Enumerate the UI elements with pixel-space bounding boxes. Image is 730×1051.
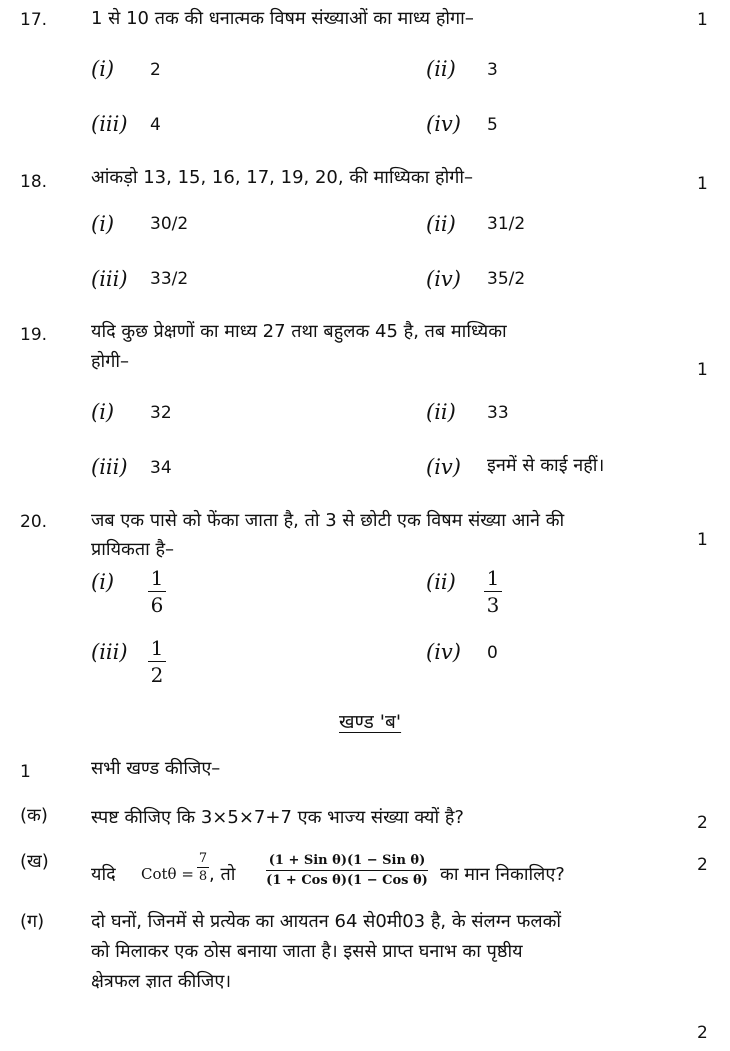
- numerator: 1: [486, 566, 500, 590]
- question-text: स्पष्ट कीजिए कि 3×5×7+7 एक भाज्य संख्या क्यों है?: [91, 807, 464, 828]
- question-number: 17.: [20, 10, 48, 30]
- option-label-i: (i): [91, 570, 115, 594]
- option-i: 2: [150, 60, 161, 80]
- question-text: 1 से 10 तक की धनात्मक विषम संख्याओं का माध्य होगा–: [91, 8, 474, 29]
- marks: 1: [697, 10, 708, 30]
- cot-theta: Cotθ =: [141, 865, 194, 883]
- marks: 1: [697, 174, 708, 194]
- question-text-line3: क्षेत्रफल ज्ञात कीजिए।: [91, 971, 232, 992]
- option-label-ii: (ii): [426, 400, 456, 424]
- denominator: 8: [198, 869, 208, 884]
- fraction-bar: [266, 870, 428, 871]
- option-label-ii: (ii): [426, 212, 456, 236]
- fraction-bar: [148, 591, 166, 592]
- question-text-post: का मान निकालिए?: [440, 864, 565, 885]
- question-text-line1: जब एक पासे को फेंका जाता है, तो 3 से छोटी एक विषम संख्या आने की: [91, 510, 565, 531]
- option-label-iv: (iv): [426, 267, 461, 291]
- numerator: 1: [150, 566, 164, 590]
- question-number: 18.: [20, 172, 48, 192]
- option-ii: 33: [487, 403, 509, 423]
- marks: 1: [697, 530, 708, 550]
- question-text-pre: यदि: [91, 864, 116, 885]
- marks: 2: [697, 1023, 708, 1043]
- option-ii-fraction: [484, 566, 502, 617]
- option-label-iii: (iii): [91, 112, 128, 136]
- question-number: 1: [20, 762, 31, 782]
- option-label-i: (i): [91, 57, 115, 81]
- question-text: सभी खण्ड कीजिए–: [91, 758, 221, 779]
- question-number: 20.: [20, 512, 48, 532]
- part-label: (ग): [20, 911, 45, 932]
- option-iii: 34: [150, 458, 172, 478]
- option-i: 30/2: [150, 214, 189, 234]
- option-label-ii: (ii): [426, 57, 456, 81]
- expression-fraction: [266, 853, 428, 888]
- numerator: (1 + Sin θ)(1 − Sin θ): [268, 853, 426, 868]
- option-iv: 35/2: [487, 269, 526, 289]
- option-label-ii: (ii): [426, 570, 456, 594]
- option-label-iv: (iv): [426, 455, 461, 479]
- denominator: (1 + Cos θ)(1 − Cos θ): [266, 873, 428, 888]
- numerator: 1: [150, 636, 164, 660]
- option-i-fraction: [148, 566, 166, 617]
- option-label-iv: (iv): [426, 640, 461, 664]
- fraction-bar: [148, 661, 166, 662]
- option-label-i: (i): [91, 212, 115, 236]
- question-text-line1: यदि कुछ प्रेक्षणों का माध्य 27 तथा बहुलक 45 है, तब माध्यिका: [91, 321, 507, 342]
- option-iv: इनमें से काई नहीं।: [487, 455, 605, 476]
- option-iii: 33/2: [150, 269, 189, 289]
- section-heading: खण्ड 'ब': [339, 711, 402, 733]
- denominator: 6: [150, 593, 164, 617]
- option-label-iv: (iv): [426, 112, 461, 136]
- denominator: 3: [486, 593, 500, 617]
- option-label-iii: (iii): [91, 455, 128, 479]
- option-iv: 5: [487, 115, 498, 135]
- option-ii: 31/2: [487, 214, 526, 234]
- option-iv: 0: [487, 643, 498, 663]
- part-label: (ख): [20, 851, 49, 872]
- part-label: (क): [20, 805, 48, 826]
- option-label-iii: (iii): [91, 640, 128, 664]
- option-ii: 3: [487, 60, 498, 80]
- option-iii-fraction: [148, 636, 166, 687]
- marks: 2: [697, 855, 708, 875]
- fraction-bar: [197, 867, 209, 868]
- comma-to: , तो: [209, 864, 236, 885]
- question-text-line1: दो घनों, जिनमें से प्रत्येक का आयतन 64 से0मी03 है, के संलग्न फलकों: [91, 911, 562, 932]
- option-label-iii: (iii): [91, 267, 128, 291]
- question-text-line2: प्रायिकता है–: [91, 539, 175, 560]
- question-text: आंकड़ो 13, 15, 16, 17, 19, 20, की माध्यिका होगी–: [91, 167, 474, 188]
- question-text-line2: को मिलाकर एक ठोस बनाया जाता है। इससे प्राप्त घनाभ का पृष्ठीय: [91, 941, 523, 962]
- option-i: 32: [150, 403, 172, 423]
- question-number: 19.: [20, 325, 48, 345]
- option-label-i: (i): [91, 400, 115, 424]
- denominator: 2: [150, 663, 164, 687]
- marks: 2: [697, 813, 708, 833]
- marks: 1: [697, 360, 708, 380]
- cot-fraction: [197, 851, 209, 884]
- numerator: 7: [198, 851, 208, 866]
- question-text-line2: होगी–: [91, 351, 130, 372]
- option-iii: 4: [150, 115, 161, 135]
- fraction-bar: [484, 591, 502, 592]
